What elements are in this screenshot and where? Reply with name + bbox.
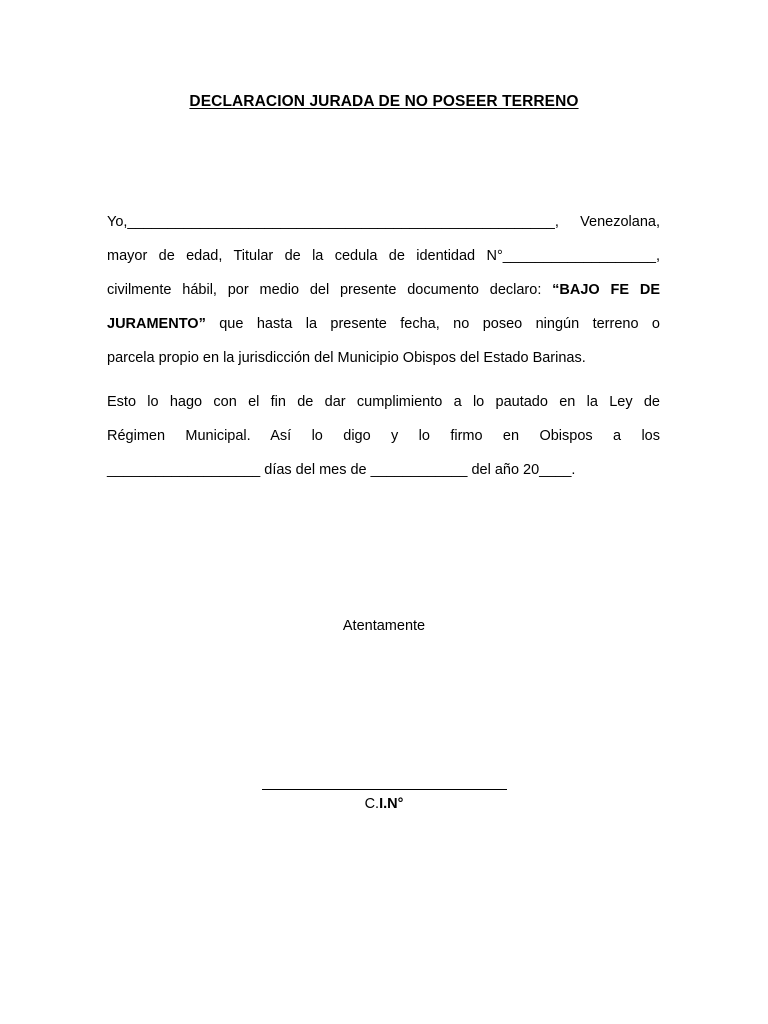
compliance-line-1: Esto lo hago con el fin de dar cumplimiento a lo pautado en la Ley de [107,394,660,410]
compliance-line-3: ___________________ días del mes de ____________ del año 20____. [107,462,576,478]
declaration-line-4 [107,313,660,347]
declaration-line-1: Yo,_____________________________________________________, Venezolana, [107,214,660,230]
declaration-paragraph [107,211,660,381]
declaration-line-4-text: que hasta la presente fecha, no poseo ningún terreno o [205,316,660,332]
oath-phrase-end: JURAMENTO” [107,316,206,332]
declaration-line-5: parcela propio en la jurisdicción del Municipio Obispos del Estado Barinas. [107,350,586,366]
compliance-paragraph [107,391,660,493]
id-prefix: C. [364,796,380,812]
declaration-line-3-text: civilmente hábil, por medio del presente documento declaro: [107,282,553,298]
declaration-line-3 [107,279,660,313]
document-title: DECLARACION JURADA DE NO POSEER TERRENO [189,93,579,110]
id-number-label [0,796,768,812]
declaration-line-2: mayor de edad, Titular de la cedula de identidad N°___________________, [107,248,660,264]
closing-salutation: Atentamente [342,618,426,634]
id-suffix: I.N° [379,796,404,812]
compliance-line-2: Régimen Municipal. Así lo digo y lo firmo en Obispos a los [107,428,660,444]
signature-line [262,789,507,790]
oath-phrase-start: “BAJO FE DE [552,282,660,298]
